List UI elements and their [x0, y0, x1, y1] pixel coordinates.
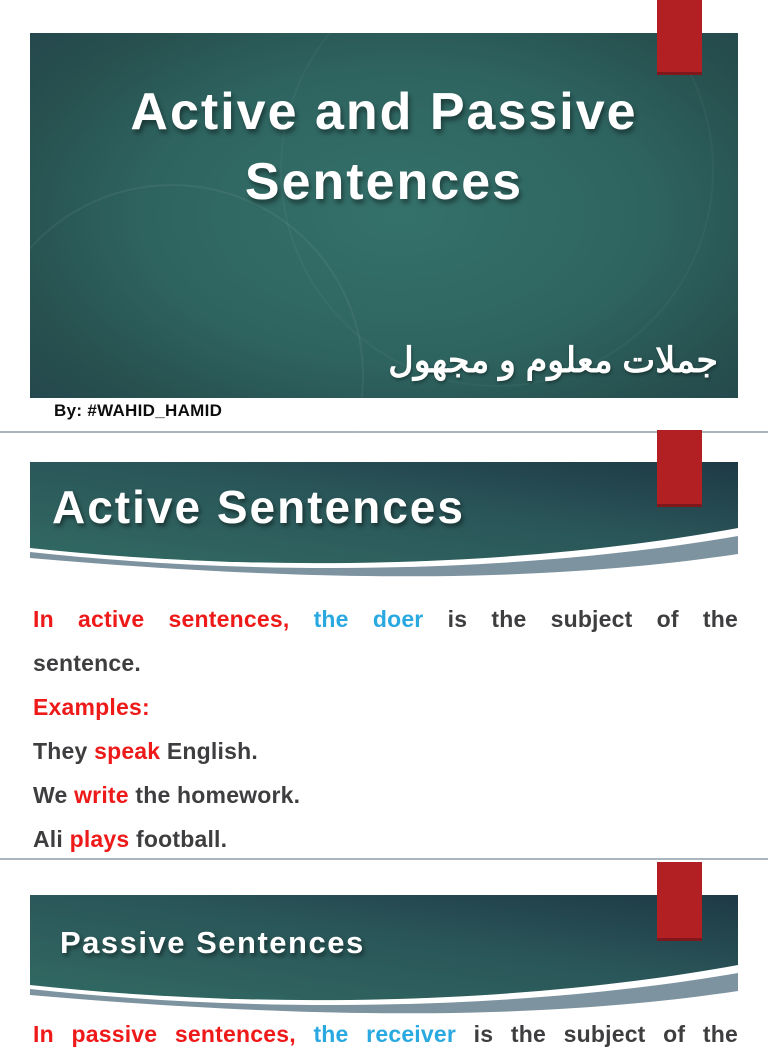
active-slide-body: [33, 597, 738, 861]
title-slide: [30, 33, 738, 398]
body-sentence-line1-clipped: In passive sentences, the receiver is the subject of the: [33, 1021, 739, 1047]
slide-heading: Active Sentences: [52, 481, 465, 533]
passive-slide-body: [33, 1012, 738, 1056]
author-byline: By: #WAHID_HAMID: [54, 401, 223, 420]
example-line: Ali plays football.: [33, 826, 228, 852]
presentation-title: [30, 77, 738, 217]
slide-heading: Passive Sentences: [60, 925, 365, 960]
bookmark-ribbon-icon: [657, 430, 702, 507]
bookmark-ribbon-icon: [657, 0, 702, 75]
body-sentence-line1: In active sentences, the doer is the subject of the: [33, 606, 738, 632]
bookmark-ribbon-icon: [657, 862, 702, 941]
passive-sentences-banner: [30, 895, 738, 1017]
active-sentences-banner: [30, 462, 738, 580]
examples-label: Examples:: [33, 694, 150, 720]
title-line-2: Sentences: [244, 153, 524, 211]
arabic-subtitle: جملات معلوم و مجهول: [388, 340, 718, 380]
example-line: We write the homework.: [33, 782, 301, 808]
body-sentence-line2: sentence.: [33, 650, 141, 676]
example-line: They speak English.: [33, 738, 258, 764]
title-line-1: Active and Passive: [130, 83, 638, 141]
